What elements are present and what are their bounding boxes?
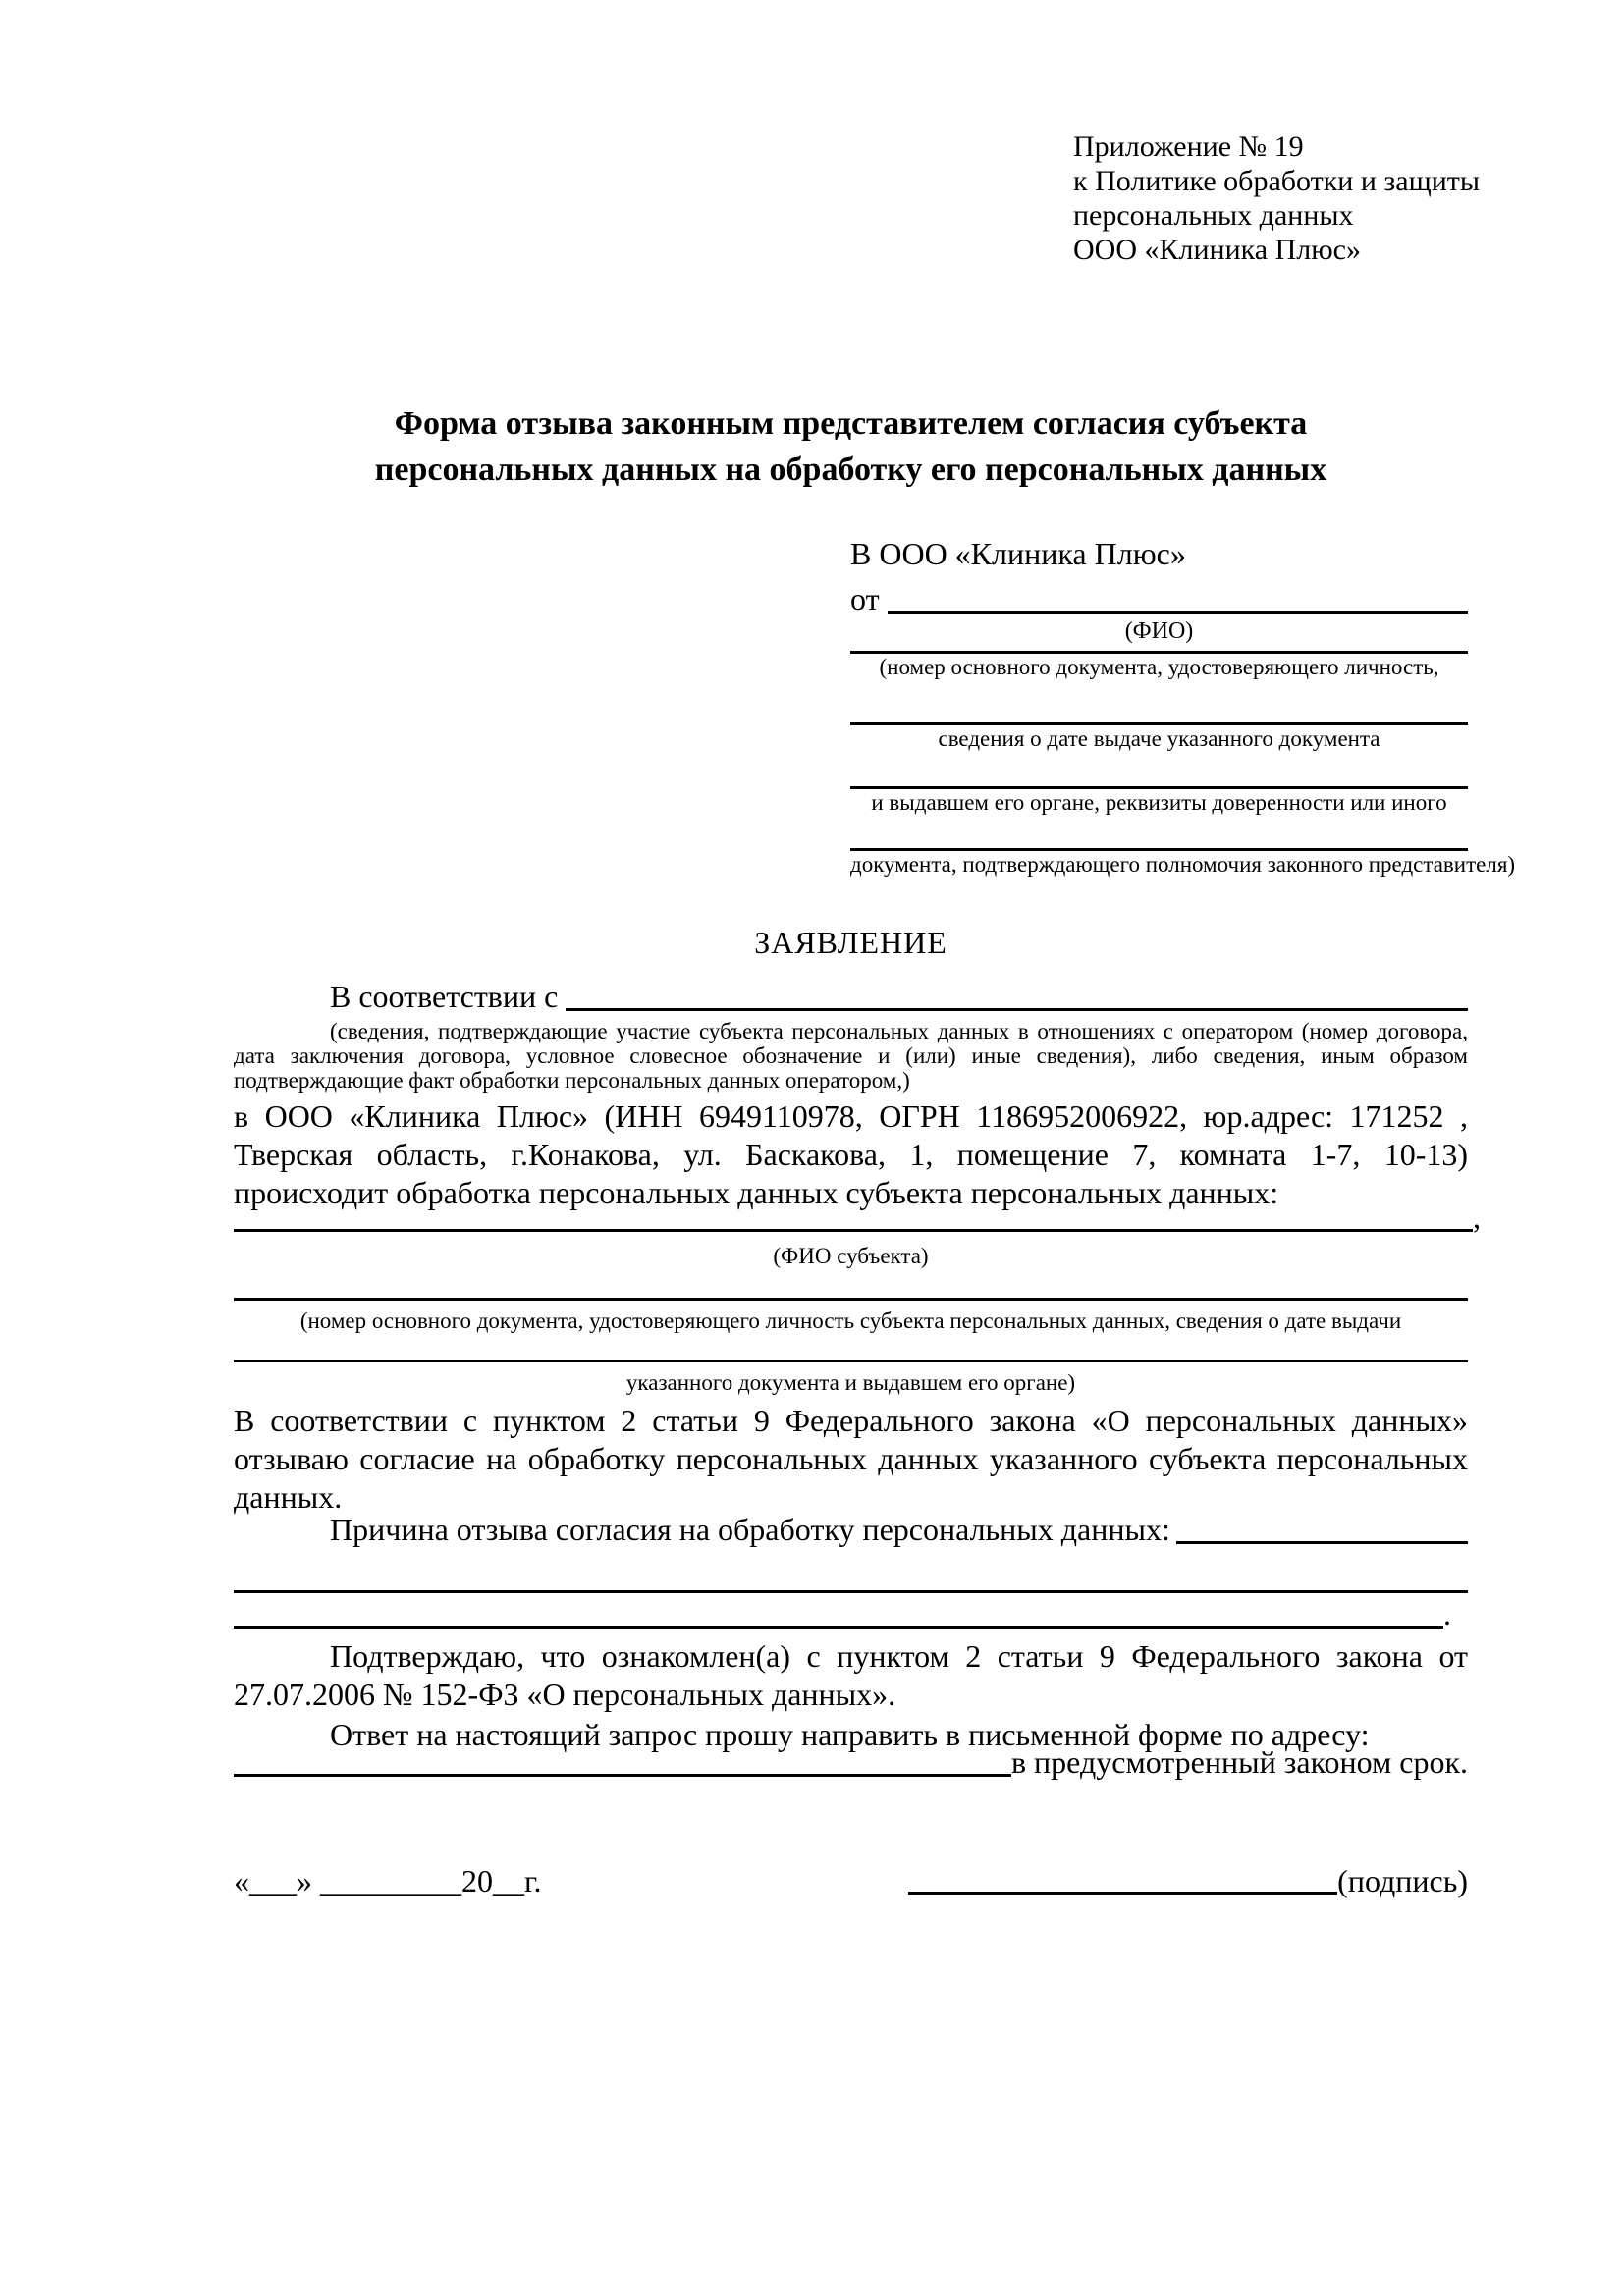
from-label: от: [850, 581, 880, 616]
representative-doc-caption-4: документа, подтверждающего полномочия законного представителя): [850, 852, 1516, 877]
signature-group: [908, 1861, 1468, 1900]
operator-paragraph: в ООО «Клиника Плюс» (ИНН 6949110978, ОГРН 1186952006922, юр.адрес: 171252 , Тверская область, г.Конакова, ул. Баскакова, 1, помещение 7, комната 1-7, 10-13) происходит обработка персональных данных субъекта персональных данных:: [234, 1098, 1468, 1210]
statement-heading: ЗАЯВЛЕНИЕ: [754, 925, 947, 960]
representative-doc-caption-1: (номер основного документа, удостоверяющего личность,: [879, 655, 1439, 679]
reason-fill-row: [234, 1596, 1451, 1633]
reason-fill-line: [1176, 1541, 1468, 1544]
basis-row: [234, 977, 1468, 1016]
subject-fio-comma: ,: [1473, 1200, 1481, 1235]
address-fill-line: [234, 1774, 1011, 1777]
withdrawal-paragraph: В соответствии с пунктом 2 статьи 9 Федерального закона «О персональных данных» отзываю согласие на обработку персональных данных указанного субъекта персональных данных.: [234, 1403, 1468, 1515]
subject-doc-caption-2: указанного документа и выдавшем его органе): [625, 1370, 1076, 1395]
appendix-note-line: персональных данных: [1073, 199, 1354, 232]
appendix-note-line: к Политике обработки и защиты: [1073, 165, 1481, 197]
addressee-to: В ООО «Клиника Плюс»: [850, 536, 1186, 571]
basis-note: (сведения, подтверждающие участие субъекта персональных данных в отношениях с оператором (номер договора, дата заключения договора, условное словесное обозначение и (или) иные сведения), либо сведения, иным образом подтверждающие факт обработки персональных данных оператором,): [234, 1019, 1468, 1093]
representative-doc-line: [850, 816, 1468, 851]
reason-period: .: [1443, 1596, 1451, 1631]
basis-fill-line: [566, 1008, 1468, 1011]
signature-caption: (подпись): [1337, 1863, 1468, 1898]
fio-caption: (ФИО): [1124, 618, 1194, 644]
subject-fio-row: [234, 1200, 1481, 1237]
addressee-block: [850, 533, 1516, 878]
appendix-note-line: ООО «Клиника Плюс»: [1073, 234, 1361, 266]
document-title: [234, 400, 1468, 493]
subject-fio-fill-line: [234, 1229, 1473, 1232]
signature-fill-line: [908, 1892, 1337, 1895]
appendix-note: [1073, 130, 1535, 267]
subject-fio-caption: (ФИО субъекта): [773, 1244, 929, 1268]
reason-row: [234, 1510, 1468, 1549]
representative-doc-caption-2: сведения о дате выдаче указанного документа: [938, 726, 1380, 751]
document-title-line1: Форма отзыва законным представителем согласия субъекта: [394, 405, 1308, 442]
response-tail: в предусмотренный законом срок.: [1010, 1744, 1468, 1780]
subject-doc-caption-1: (номер основного документа, удостоверяющего личность субъекта персональных данных, сведения о дате выдачи: [299, 1308, 1402, 1333]
document-title-line2: персональных данных на обработку его персональных данных: [374, 452, 1327, 488]
appendix-note-line: Приложение № 19: [1073, 131, 1304, 163]
basis-label: В соответствии с: [330, 979, 559, 1014]
subject-doc-fill-line: [234, 1298, 1468, 1301]
representative-doc-line: [850, 645, 1468, 654]
representative-doc-line: [850, 680, 1468, 725]
subject-doc-fill-line: [234, 1360, 1468, 1362]
representative-doc-line: [850, 752, 1468, 789]
from-row: [850, 574, 1468, 617]
reason-label: Причина отзыва согласия на обработку персональных данных:: [330, 1512, 1170, 1547]
footer: [234, 1861, 1468, 1900]
reason-fill-line: [234, 1590, 1468, 1593]
confirmation-paragraph: Подтверждаю, что ознакомлен(а) с пунктом 2 статьи 9 Федерального закона от 27.07.2006 № 152-ФЗ «О персональных данных».: [234, 1638, 1468, 1712]
reason-fill-line: [234, 1626, 1443, 1629]
representative-doc-caption-3: и выдавшем его органе, реквизиты доверенности или иного: [871, 790, 1447, 815]
response-address-row: [234, 1742, 1468, 1782]
response-paragraph: Ответ на настоящий запрос прошу направить в письменной форме по адресу:: [330, 1717, 1370, 1752]
date-line: «___» _________20__г.: [234, 1863, 542, 1898]
from-fill-line: [888, 611, 1468, 614]
